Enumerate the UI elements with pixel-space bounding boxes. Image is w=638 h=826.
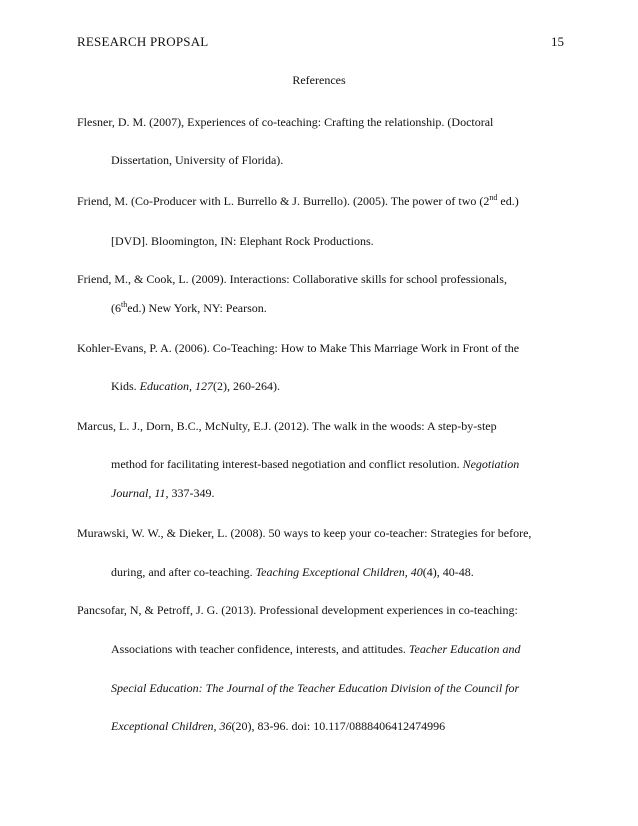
reference-1-line-2: Dissertation, University of Florida). — [111, 153, 284, 167]
reference-5-line-2: method for facilitating interest-based negotiation and conflict resolution. Negotiation — [111, 457, 520, 471]
reference-4-line-1: Kohler-Evans, P. A. (2006). Co-Teaching: How to Make This Marriage Work in Front of the — [77, 341, 520, 355]
reference-6-line-2: during, and after co-teaching. Teaching Exceptional Children, 40(4), 40-48. — [111, 565, 474, 579]
page-number: 15 — [551, 34, 564, 49]
reference-7-line-3: Special Education: The Journal of the Teacher Education Division of the Council for — [111, 681, 520, 695]
reference-3-line-1: Friend, M., & Cook, L. (2009). Interactions: Collaborative skills for school professionals, — [77, 272, 507, 286]
reference-4-line-2: Kids. Education, 127(2), 260-264). — [111, 379, 280, 393]
reference-7-line-4: Exceptional Children, 36(20), 83-96. doi: 10.117/0888406412474996 — [111, 719, 446, 733]
reference-2-line-1: Friend, M. (Co-Producer with L. Burrello & J. Burrello). (2005). The power of two (2nd ed.) — [77, 193, 519, 208]
reference-5-line-1: Marcus, L. J., Dorn, B.C., McNulty, E.J. (2012). The walk in the woods: A step-by-step — [77, 419, 497, 433]
reference-3-line-2: (6thed.) New York, NY: Pearson. — [111, 300, 267, 315]
reference-7-line-1: Pancsofar, N, & Petroff, J. G. (2013). Professional development experiences in co-teaching: — [77, 603, 518, 617]
page-title: References — [292, 73, 346, 87]
reference-2-line-2: [DVD]. Bloomington, IN: Elephant Rock Productions. — [111, 234, 374, 248]
reference-7-line-2: Associations with teacher confidence, interests, and attitudes. Teacher Education and — [111, 642, 521, 656]
reference-1-line-1: Flesner, D. M. (2007), Experiences of co-teaching: Crafting the relationship. (Doctoral — [77, 115, 494, 129]
reference-5-line-3: Journal, 11, 337-349. — [111, 486, 215, 500]
running-head: RESEARCH PROPSAL — [77, 34, 209, 49]
reference-6-line-1: Murawski, W. W., & Dieker, L. (2008). 50 ways to keep your co-teacher: Strategies for before, — [77, 526, 532, 540]
